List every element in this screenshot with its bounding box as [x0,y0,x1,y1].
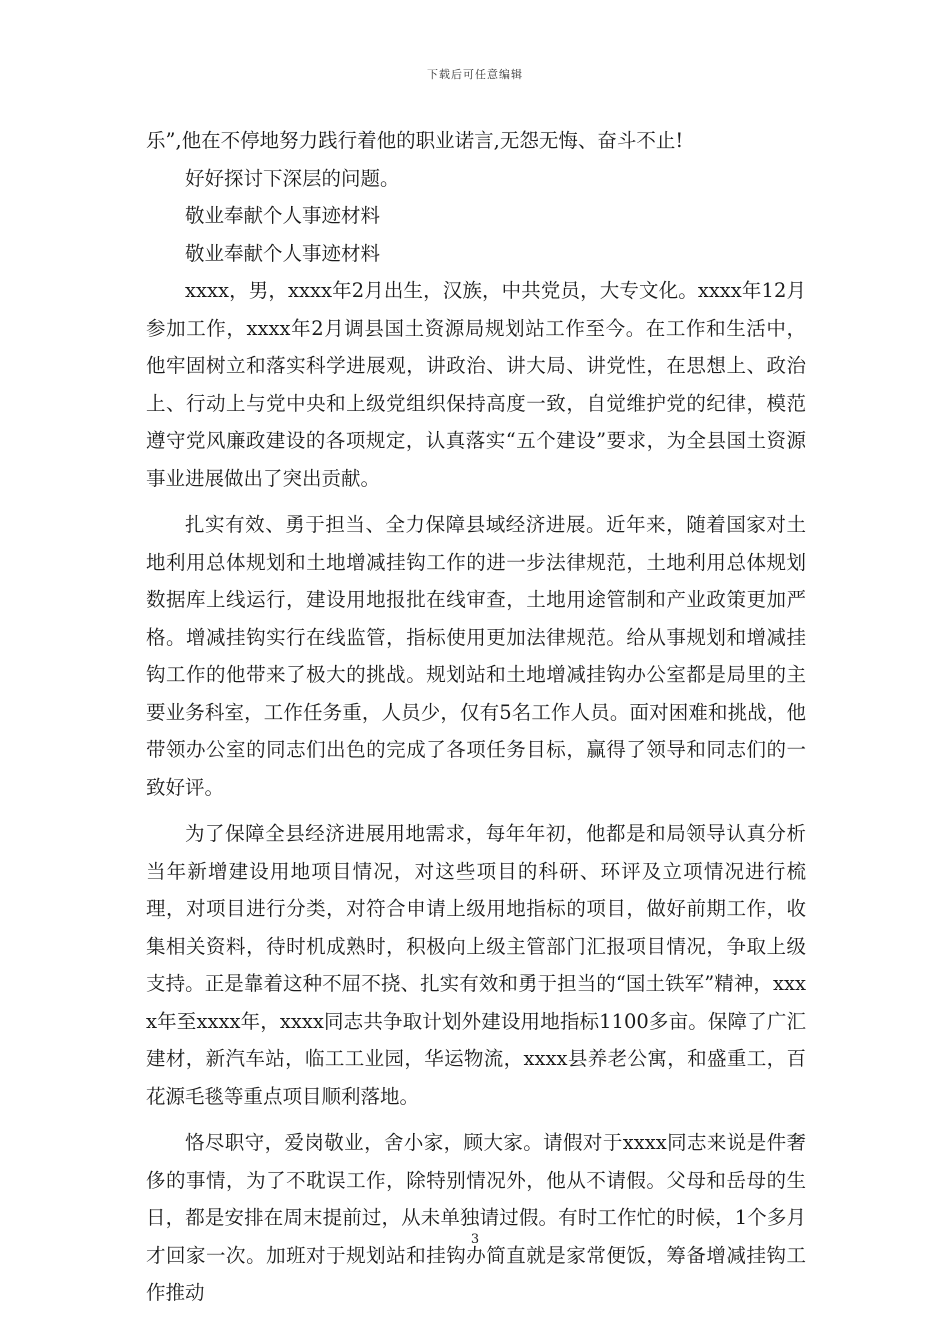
paragraph-continuation: 乐”,他在不停地努力践行着他的职业诺言,无怨无悔、奋斗不止! [146,129,684,152]
paragraph-work-2: 为了保障全县经济进展用地需求，每年年初，他都是和局领导认真分析当年新增建设用地项目情况，对这些项目的科研、环评及立项情况进行梳理，对项目进行分类，对符合申请上级用地指标的项目，做好前期工作，收集相关资料，待时机成熟时，积极向上级主管部门汇报项目情况，争取上级支持。正是靠着这种不屈不挠、扎实有效和勇于担当的“国土铁军”精神，xxxx年至xxxx年，xxxx同志共争取计划外建设用地指标1100多亩。保障了广汇建材，新汽车站，临工工业园，华运物流，xxxx县养老公寓，和盛重工，百花源毛毯等重点项目顺利落地。 [146,822,806,1108]
paragraph-work-3: 恪尽职守，爱岗敬业，舍小家，顾大家。请假对于xxxx同志来说是件奢侈的事情，为了不耽误工作，除特别情况外，他从不请假。父母和岳母的生日，都是安排在周末提前过，从未单独请过假。有时工作忙的时候，1个多月才回家一次。加班对于规划站和挂钩办简直就是家常便饭，筹备增减挂钩工作推动 [146,1131,806,1304]
section-title-repeat: 敬业奉献个人事迹材料 [185,241,381,265]
page-header: 下载后可任意编辑 [427,68,523,81]
paragraph-intro: xxxx，男，xxxx年2月出生，汉族，中共党员，大专文化。xxxx年12月参加工作，xxxx年2月调县国土资源局规划站工作至今。在工作和生活中，他牢固树立和落实科学进展观，讲政治、讲大局、讲党性，在思想上、政治上、行动上与党中央和上级党组织保持高度一致，自觉维护党的纪律，模范遵守党风廉政建设的各项规定，认真落实“五个建设”要求，为全县国土资源事业进展做出了突出贡献。 [146,279,806,490]
paragraph-work-1: 扎实有效、勇于担当、全力保障县域经济进展。近年来，随着国家对土地利用总体规划和土地增减挂钩工作的进一步法律规范，土地利用总体规划数据库上线运行，建设用地报批在线审查，土地用途管制和产业政策更加严格。增减挂钩实行在线监管，指标使用更加法律规范。给从事规划和增减挂钩工作的他带来了极大的挑战。规划站和土地增减挂钩办公室都是局里的主要业务科室，工作任务重，人员少，仅有5名工作人员。面对困难和挑战，他带领办公室的同志们出色的完成了各项任务目标，赢得了领导和同志们的一致好评。 [146,513,806,799]
document-body [146,122,806,1312]
page-number: 3 [470,1232,480,1247]
section-title: 敬业奉献个人事迹材料 [185,204,381,227]
paragraph-remark: 好好探讨下深层的问题。 [185,166,400,190]
